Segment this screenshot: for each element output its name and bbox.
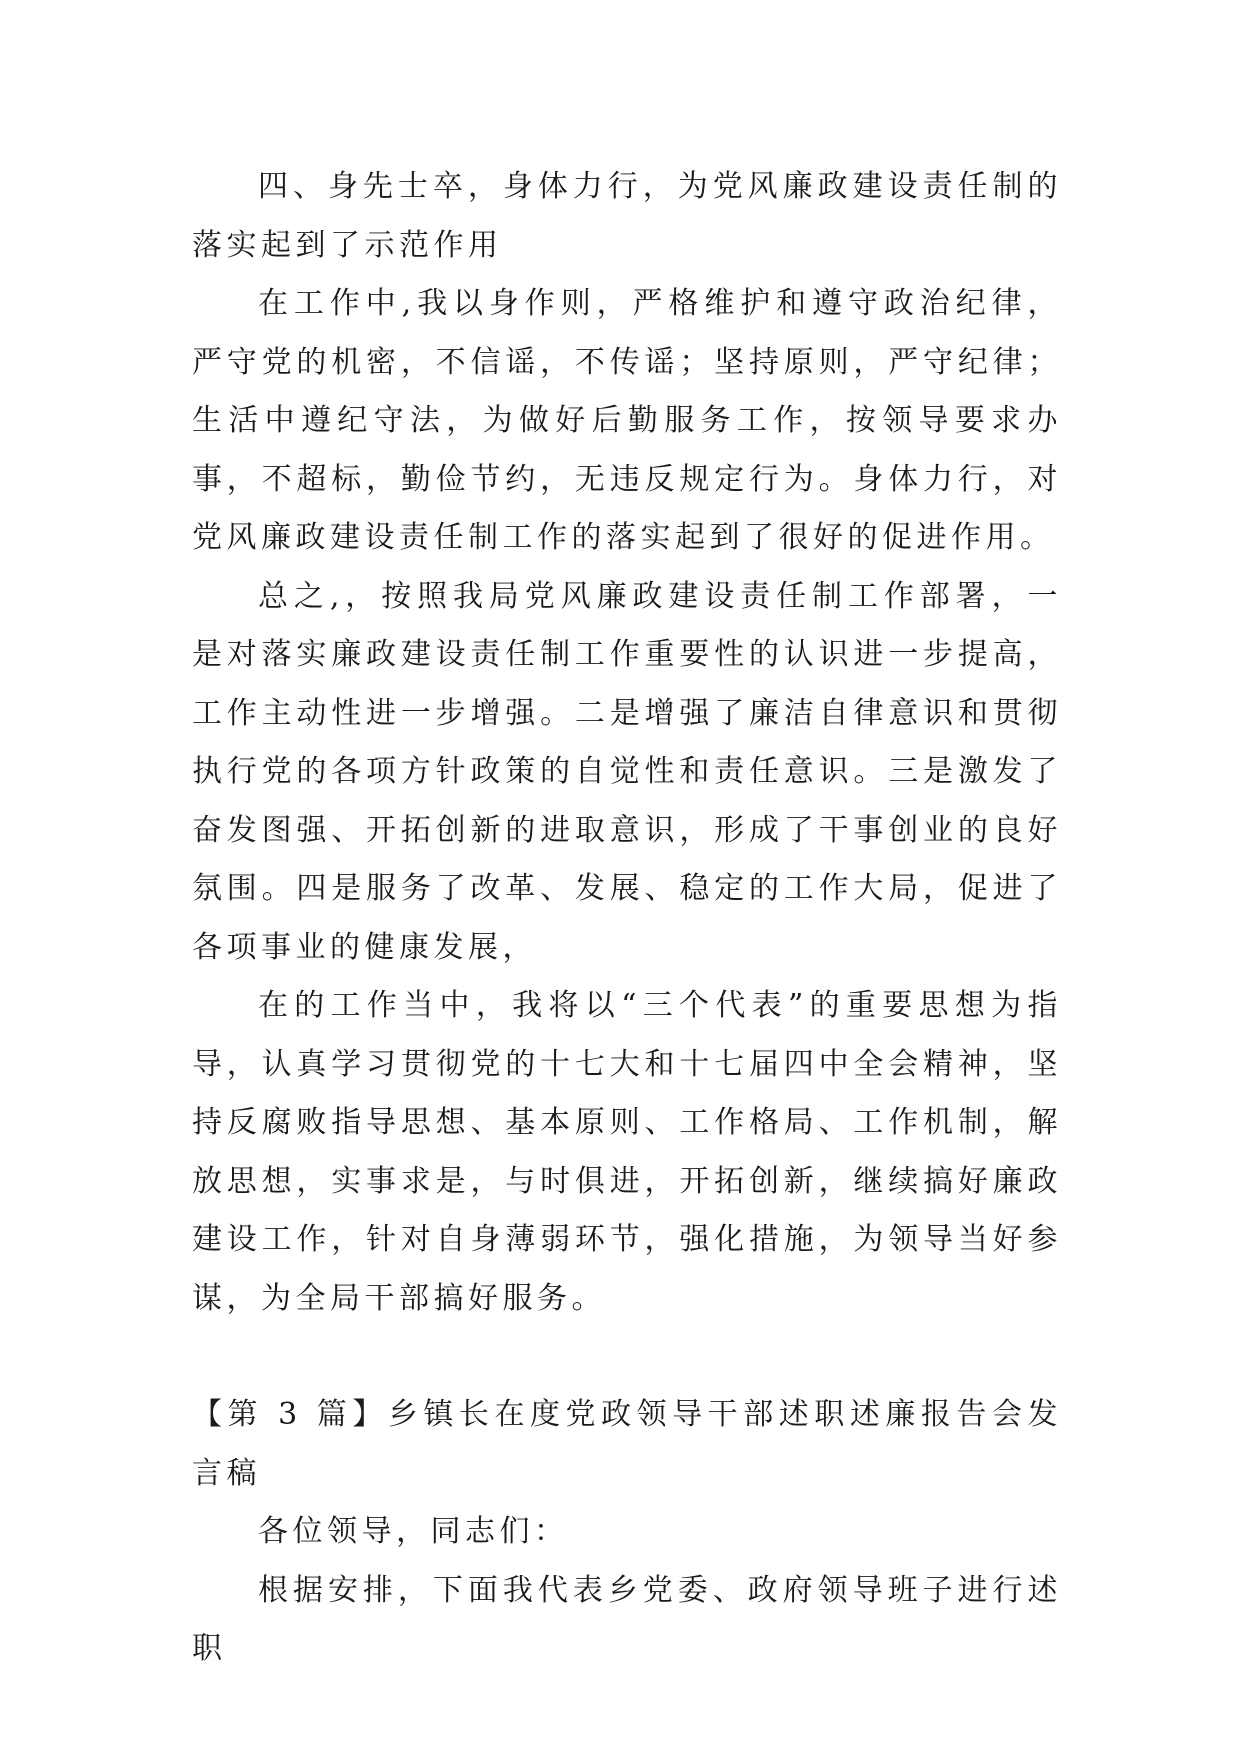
paragraph-section-four-title: 四、身先士卒，身体力行，为党风廉政建设责任制的落实起到了示范作用 (192, 169, 1062, 263)
document-body (192, 158, 1062, 1679)
paragraph-summary: 总之,，按照我局党风廉政建设责任制工作部署，一是对落实廉政建设责任制工作重要性的认识进一步提高，工作主动性进一步增强。二是增强了廉洁自律意识和贯彻执行党的各项方针政策的自觉性和责任意识。三是激发了奋发图强、开拓创新的进取意识，形成了干事创业的良好氛围。四是服务了改革、发展、稳定的工作大局，促进了各项事业的健康发展， (192, 578, 1062, 965)
paragraph-self-discipline: 在工作中,我以身作则，严格维护和遵守政治纪律，严守党的机密，不信谣，不传谣；坚持原则，严守纪律；生活中遵纪守法，为做好后勤服务工作，按领导要求办事，不超标，勤俭节约，无违反规定行为。身体力行，对党风廉政建设责任制工作的落实起到了很好的促进作用。 (192, 286, 1062, 555)
paragraph-report-intro: 根据安排，下面我代表乡党委、政府领导班子进行述职 (192, 1572, 1062, 1666)
section-heading: 【第 3 篇】乡镇长在度党政领导干部述职述廉报告会发言稿 (192, 1397, 1062, 1491)
greeting-line: 各位领导，同志们： (258, 1514, 569, 1549)
paragraph-future-work: 在的工作当中，我将以“三个代表”的重要思想为指导，认真学习贯彻党的十七大和十七届四中全会精神，坚持反腐败指导思想、基本原则、工作格局、工作机制，解放思想，实事求是，与时俱进，开拓创新，继续搞好廉政建设工作，针对自身薄弱环节，强化措施，为领导当好参谋，为全局干部搞好服务。 (192, 988, 1062, 1316)
